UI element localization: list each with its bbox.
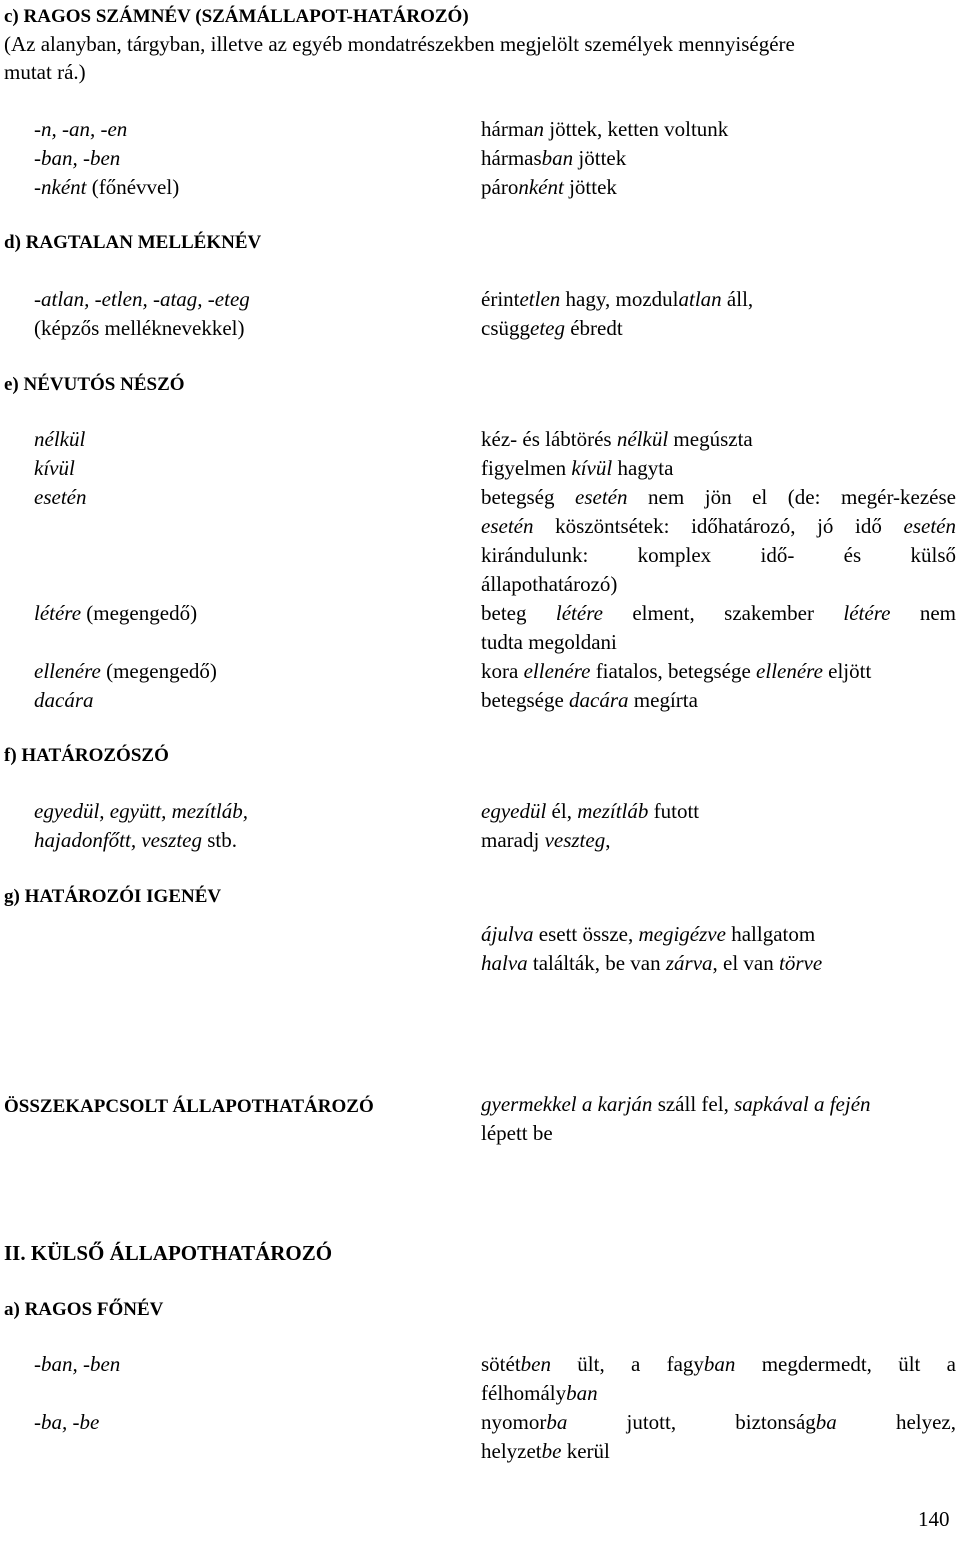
- example-line: tudta megoldani: [481, 630, 617, 654]
- example-line: nyomorba jutott, biztonságba helyez,: [481, 1410, 956, 1434]
- section-f-heading: f) HATÁROZÓSZÓ: [4, 745, 169, 766]
- suffix-item: -ban, -ben: [34, 146, 121, 170]
- page-number: 140: [918, 1507, 950, 1531]
- suffix-item: -nként (főnévvel): [34, 175, 180, 199]
- postposition-item: ellenére (megengedő): [34, 659, 217, 683]
- example-line: gyermekkel a karján száll fel, sapkával a fején: [481, 1092, 871, 1116]
- postposition-item: kívül: [34, 456, 75, 480]
- example-line: maradj veszteg,: [481, 828, 611, 852]
- section-e-heading: e) NÉVUTÓS NÉSZÓ: [4, 374, 185, 395]
- postposition-item: létére (megengedő): [34, 601, 198, 625]
- example-line: sötétben ült, a fagyban megdermedt, ült a: [481, 1352, 956, 1376]
- suffix-item: -atlan, -etlen, -atag, -eteg: [34, 287, 250, 311]
- section-c-note-cont: mutat rá.): [4, 60, 86, 84]
- example-line: érintetlen hagy, mozdulatlan áll,: [481, 287, 754, 311]
- postposition-item: dacára: [34, 688, 94, 712]
- example-line: esetén köszöntsétek: időhatározó, jó idő esetén: [481, 514, 956, 538]
- section-c-heading: c) RAGOS SZÁMNÉV (SZÁMÁLLAPOT-HATÁROZÓ): [4, 6, 469, 27]
- example-line: betegség esetén nem jön el (de: megér-kezése: [481, 485, 956, 509]
- example-line: állapothatározó): [481, 572, 618, 596]
- postposition-item: nélkül: [34, 427, 86, 451]
- suffix-item: -ba, -be: [34, 1410, 100, 1434]
- compound-heading: ÖSSZEKAPCSOLT ÁLLAPOTHATÁROZÓ: [4, 1096, 374, 1117]
- example-line: hármasban jöttek: [481, 146, 627, 170]
- example-line: lépett be: [481, 1121, 553, 1145]
- section-a-heading: a) RAGOS FŐNÉV: [4, 1299, 164, 1320]
- section-c-note: (Az alanyban, tárgyban, illetve az egyéb mondatrészekben megjelölt személyek mennyiségére: [4, 32, 795, 56]
- example-line: csüggeteg ébredt: [481, 316, 623, 340]
- example-line: kora ellenére fiatalos, betegsége ellenére eljött: [481, 659, 872, 683]
- adverb-list: egyedül, együtt, mezítláb,: [34, 799, 249, 823]
- example-line: betegsége dacára megírta: [481, 688, 698, 712]
- example-line: halva találták, be van zárva, el van törve: [481, 951, 823, 975]
- example-line: kéz- és lábtörés nélkül megúszta: [481, 427, 753, 451]
- example-line: egyedül él, mezítláb futott: [481, 799, 700, 823]
- suffix-item: -ban, -ben: [34, 1352, 121, 1376]
- adverb-list: hajadonfőtt, veszteg stb.: [34, 828, 237, 852]
- example-line: hárman jöttek, ketten voltunk: [481, 117, 729, 141]
- part-ii-heading: II. KÜLSŐ ÁLLAPOTHATÁROZÓ: [4, 1241, 333, 1265]
- example-line: figyelmen kívül hagyta: [481, 456, 674, 480]
- example-line: helyzetbe kerül: [481, 1439, 610, 1463]
- example-line: páronként jöttek: [481, 175, 617, 199]
- example-line: kirándulunk: komplex idő- és külső: [481, 543, 956, 567]
- postposition-item: esetén: [34, 485, 87, 509]
- suffix-item: -n, -an, -en: [34, 117, 128, 141]
- example-line: beteg létére elment, szakember létére nem: [481, 601, 956, 625]
- example-line: félhomályban: [481, 1381, 598, 1405]
- section-g-heading: g) HATÁROZÓI IGENÉV: [4, 886, 222, 907]
- suffix-item: (képzős melléknevekkel): [34, 316, 245, 340]
- section-d-heading: d) RAGTALAN MELLÉKNÉV: [4, 232, 262, 253]
- example-line: ájulva esett össze, megigézve hallgatom: [481, 922, 816, 946]
